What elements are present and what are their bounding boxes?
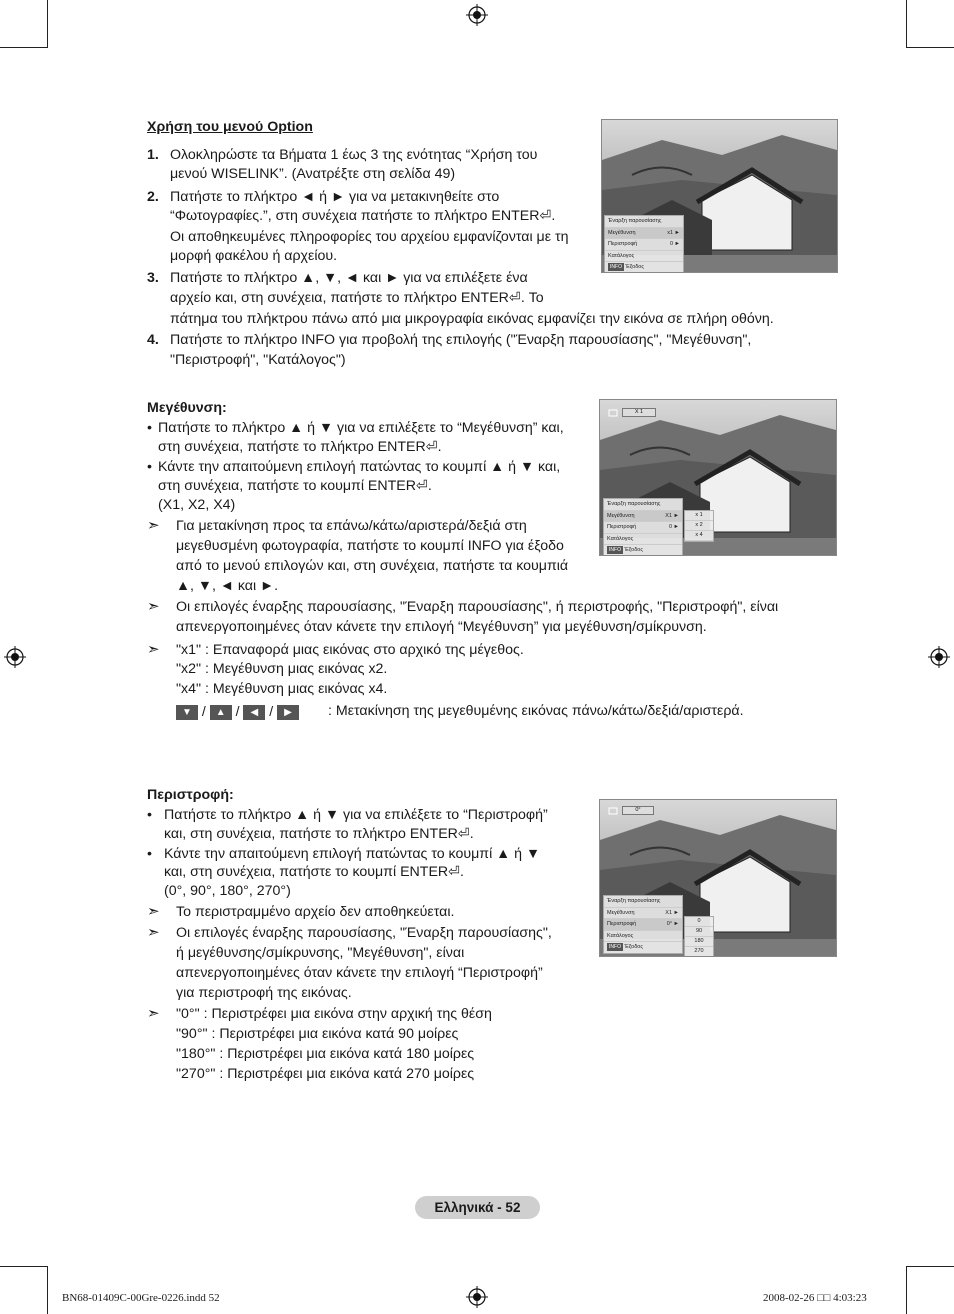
body-text: στη συνέχεια, πατήστε το κουμπί ENTER⏎. xyxy=(158,478,432,494)
info-key-icon: INFO xyxy=(608,263,624,271)
note-text: απενεργοποιημένες όταν κάνετε την επιλογή “Μεγέθυνση” για μεγέθυνση/σμίκρυνση. xyxy=(176,619,707,635)
step-text: μορφή φακέλου ή αρχείου. xyxy=(170,248,338,264)
osd-item[interactable]: Έναρξη παρουσίασης xyxy=(605,216,683,228)
crop-mark xyxy=(0,47,48,48)
body-text: Πατήστε το πλήκτρο ▲ ή ▼ για να επιλέξετε το “Περιστροφή” xyxy=(164,807,548,823)
right-arrow-icon: ▶ xyxy=(277,705,299,720)
note-text: "270°" : Περιστρέφει μια εικόνα κατά 270 μοίρες xyxy=(176,1066,475,1082)
bullet: • xyxy=(147,420,152,436)
note-text: "0°" : Περιστρέφει μια εικόνα στην αρχική της θέση xyxy=(176,1006,492,1022)
body-text: και, στη συνέχεια, πατήστε το πλήκτρο ENTER⏎. xyxy=(164,826,474,842)
submenu-option[interactable]: x 4 xyxy=(685,531,713,541)
body-text: και, στη συνέχεια, πατήστε το κουμπί ENTER⏎. xyxy=(164,864,464,880)
note-text: "180°" : Περιστρέφει μια εικόνα κατά 180 μοίρες xyxy=(176,1046,475,1062)
osd-item[interactable]: Περιστροφή 0 ► xyxy=(604,522,682,534)
note-text: μεγεθυσμένη φωτογραφία, πατήστε το κουμπί INFO για έξοδο xyxy=(176,538,564,554)
osd-item[interactable]: Κατάλογος xyxy=(604,534,682,546)
note-text: "x2" : Μεγέθυνση μιας εικόνας x2. xyxy=(176,661,388,677)
registration-mark-icon xyxy=(4,646,26,668)
note-arrow-icon: ➣ xyxy=(147,1005,160,1022)
note-text: "x4" : Μεγέθυνση μιας εικόνας x4. xyxy=(176,681,388,697)
submenu-option[interactable]: 270 xyxy=(685,947,713,957)
rotation-indicator: 0° xyxy=(622,806,654,815)
zoom-indicator: X 1 xyxy=(622,408,656,417)
submenu-option[interactable]: x 2 xyxy=(685,521,713,531)
note-text: από το μενού επιλογών και, στη συνέχεια, πατήστε τα κουμπιά xyxy=(176,558,569,574)
note-arrow-icon: ➣ xyxy=(147,598,160,615)
step-text: Πατήστε το πλήκτρο ◄ ή ► για να μετακινηθείτε στο xyxy=(170,189,500,205)
crop-mark xyxy=(906,1266,954,1267)
step-text: αρχείο και, στη συνέχεια, πατήστε το πλήκτρο ENTER⏎. Το xyxy=(170,290,544,306)
bullet: • xyxy=(147,846,152,862)
step-number: 4. xyxy=(147,332,159,348)
registration-mark-icon xyxy=(466,4,488,26)
crop-mark xyxy=(906,1266,907,1314)
osd-item[interactable]: Μεγέθυνση X1 ► xyxy=(604,908,682,920)
separator: / xyxy=(201,703,206,719)
crop-mark xyxy=(906,0,907,48)
section-heading-zoom: Μεγέθυνση: xyxy=(147,400,227,416)
separator: / xyxy=(269,703,274,719)
step-text: Πατήστε το πλήκτρο ▲, ▼, ◄ και ► για να επιλέξετε ένα xyxy=(170,270,528,286)
screenshot-image-rotate xyxy=(599,799,837,957)
step-text: “Φωτογραφίες.”, στη συνέχεια πατήστε το πλήκτρο ENTER⏎. xyxy=(170,208,556,224)
osd-item[interactable]: Περιστροφή 0 ► xyxy=(605,239,683,251)
option-osd-menu xyxy=(603,498,683,556)
body-text: Κάντε την απαιτούμενη επιλογή πατώντας το κουμπί ▲ ή ▼ xyxy=(164,846,541,862)
print-date-info: 2008-02-26 □□ 4:03:23 xyxy=(763,1292,867,1304)
note-text: Για μετακίνηση προς τα επάνω/κάτω/αριστερά/δεξιά στη xyxy=(176,518,527,534)
submenu-option[interactable]: 180 xyxy=(685,937,713,947)
option-osd-menu xyxy=(604,215,684,273)
separator: / xyxy=(235,703,240,719)
note-text: "x1" : Επαναφορά μιας εικόνας στο αρχικό της μέγεθος. xyxy=(176,642,524,658)
osd-item[interactable]: Περιστροφή 0° ► xyxy=(604,919,682,931)
step-text: Ολοκληρώστε τα Βήματα 1 έως 3 της ενότητας “Χρήση του xyxy=(170,147,538,163)
note-arrow-icon: ➣ xyxy=(147,903,160,920)
crop-mark xyxy=(906,47,954,48)
osd-item[interactable]: Κατάλογος xyxy=(604,931,682,943)
step-number: 3. xyxy=(147,270,159,286)
print-file-info: BN68-01409C-00Gre-0226.indd 52 xyxy=(62,1292,220,1304)
note-text: ▲, ▼, ◄ και ►. xyxy=(176,578,279,594)
note-text: απενεργοποιημένες όταν κάνετε την επιλογή “Περιστροφή” xyxy=(176,965,543,981)
bullet: • xyxy=(147,459,152,475)
screenshot-image-option-menu xyxy=(601,119,838,273)
note-arrow-icon: ➣ xyxy=(147,641,160,658)
crop-mark xyxy=(0,1266,48,1267)
osd-exit-label: Έξοδος xyxy=(625,264,644,270)
submenu-option[interactable]: 0 xyxy=(685,917,713,927)
left-arrow-icon: ◀ xyxy=(243,705,265,720)
note-arrow-icon: ➣ xyxy=(147,924,160,941)
arrow-keys-row xyxy=(176,701,299,721)
crop-mark xyxy=(47,1266,48,1314)
osd-exit-label: Έξοδος xyxy=(624,944,643,950)
zoom-submenu xyxy=(684,510,714,542)
bullet: • xyxy=(147,807,152,823)
note-text: Οι επιλογές έναρξης παρουσίασης, "Έναρξη παρουσίασης", ή περιστροφής, "Περιστροφή", είναι xyxy=(176,599,779,615)
step-text: μενού WISELINK”. (Ανατρέξτε στη σελίδα 49) xyxy=(170,166,456,182)
info-key-icon: INFO xyxy=(607,546,623,554)
note-arrow-icon: ➣ xyxy=(147,517,160,534)
note-text: Το περιστραμμένο αρχείο δεν αποθηκεύεται. xyxy=(176,904,455,920)
registration-mark-icon xyxy=(466,1286,488,1308)
down-arrow-icon: ▼ xyxy=(176,705,198,720)
note-text: Οι επιλογές έναρξης παρουσίασης, "Έναρξη παρουσίασης", xyxy=(176,925,552,941)
submenu-option[interactable]: x 1 xyxy=(685,511,713,521)
section-heading-option-menu: Χρήση του μενού Option xyxy=(147,119,313,135)
crop-mark xyxy=(47,0,48,48)
step-text: πάτημα του πλήκτρου πάνω από μια μικρογραφία εικόνας εμφανίζει την εικόνα σε πλήρη οθόνη. xyxy=(170,311,774,327)
body-text: Πατήστε το πλήκτρο ▲ ή ▼ για να επιλέξετε το “Μεγέθυνση” και, xyxy=(158,420,564,436)
osd-item[interactable]: Μεγέθυνση x1 ► xyxy=(605,228,683,240)
step-number: 2. xyxy=(147,189,159,205)
step-text: Οι αποθηκευμένες πληροφορίες του αρχείου εμφανίζονται με τη xyxy=(170,229,569,245)
body-text: Κάντε την απαιτούμενη επιλογή πατώντας το κουμπί ▲ ή ▼ και, xyxy=(158,459,561,475)
note-text: : Μετακίνηση της μεγεθυμένης εικόνας πάνω/κάτω/δεξιά/αριστερά. xyxy=(328,703,744,719)
body-text: (X1, X2, X4) xyxy=(158,497,236,513)
osd-item[interactable]: Έναρξη παρουσίασης xyxy=(604,499,682,511)
osd-exit-label: Έξοδος xyxy=(624,547,643,553)
note-text: "90°" : Περιστρέφει μια εικόνα κατά 90 μοίρες xyxy=(176,1026,459,1042)
body-text: στη συνέχεια, πατήστε το πλήκτρο ENTER⏎. xyxy=(158,439,442,455)
osd-item[interactable]: Κατάλογος xyxy=(605,251,683,263)
step-text: Πατήστε το πλήκτρο INFO για προβολή της επιλογής ("Έναρξη παρουσίασης", "Μεγέθυνση", xyxy=(170,332,752,348)
step-text: "Περιστροφή", "Κατάλογος") xyxy=(170,352,346,368)
option-osd-menu xyxy=(603,895,683,954)
note-text: για περιστροφή της εικόνας. xyxy=(176,985,352,1001)
submenu-option[interactable]: 90 xyxy=(685,927,713,937)
page-number-badge: Ελληνικά - 52 xyxy=(415,1196,540,1219)
osd-item[interactable]: Μεγέθυνση X1 ► xyxy=(604,511,682,523)
step-number: 1. xyxy=(147,147,159,163)
up-arrow-icon: ▲ xyxy=(210,705,232,720)
body-text: (0°, 90°, 180°, 270°) xyxy=(164,883,291,899)
osd-item[interactable]: Έναρξη παρουσίασης xyxy=(604,896,682,908)
screenshot-image-zoom xyxy=(599,399,837,556)
rotate-icon xyxy=(608,408,618,418)
registration-mark-icon xyxy=(928,646,950,668)
section-heading-rotate: Περιστροφή: xyxy=(147,787,234,803)
note-text: ή μεγέθυνσης/σμίκρυνσης, "Μεγέθυνση", είναι xyxy=(176,945,465,961)
rotate-submenu xyxy=(684,916,714,957)
info-key-icon: INFO xyxy=(607,943,623,951)
rotate-icon xyxy=(608,806,618,816)
